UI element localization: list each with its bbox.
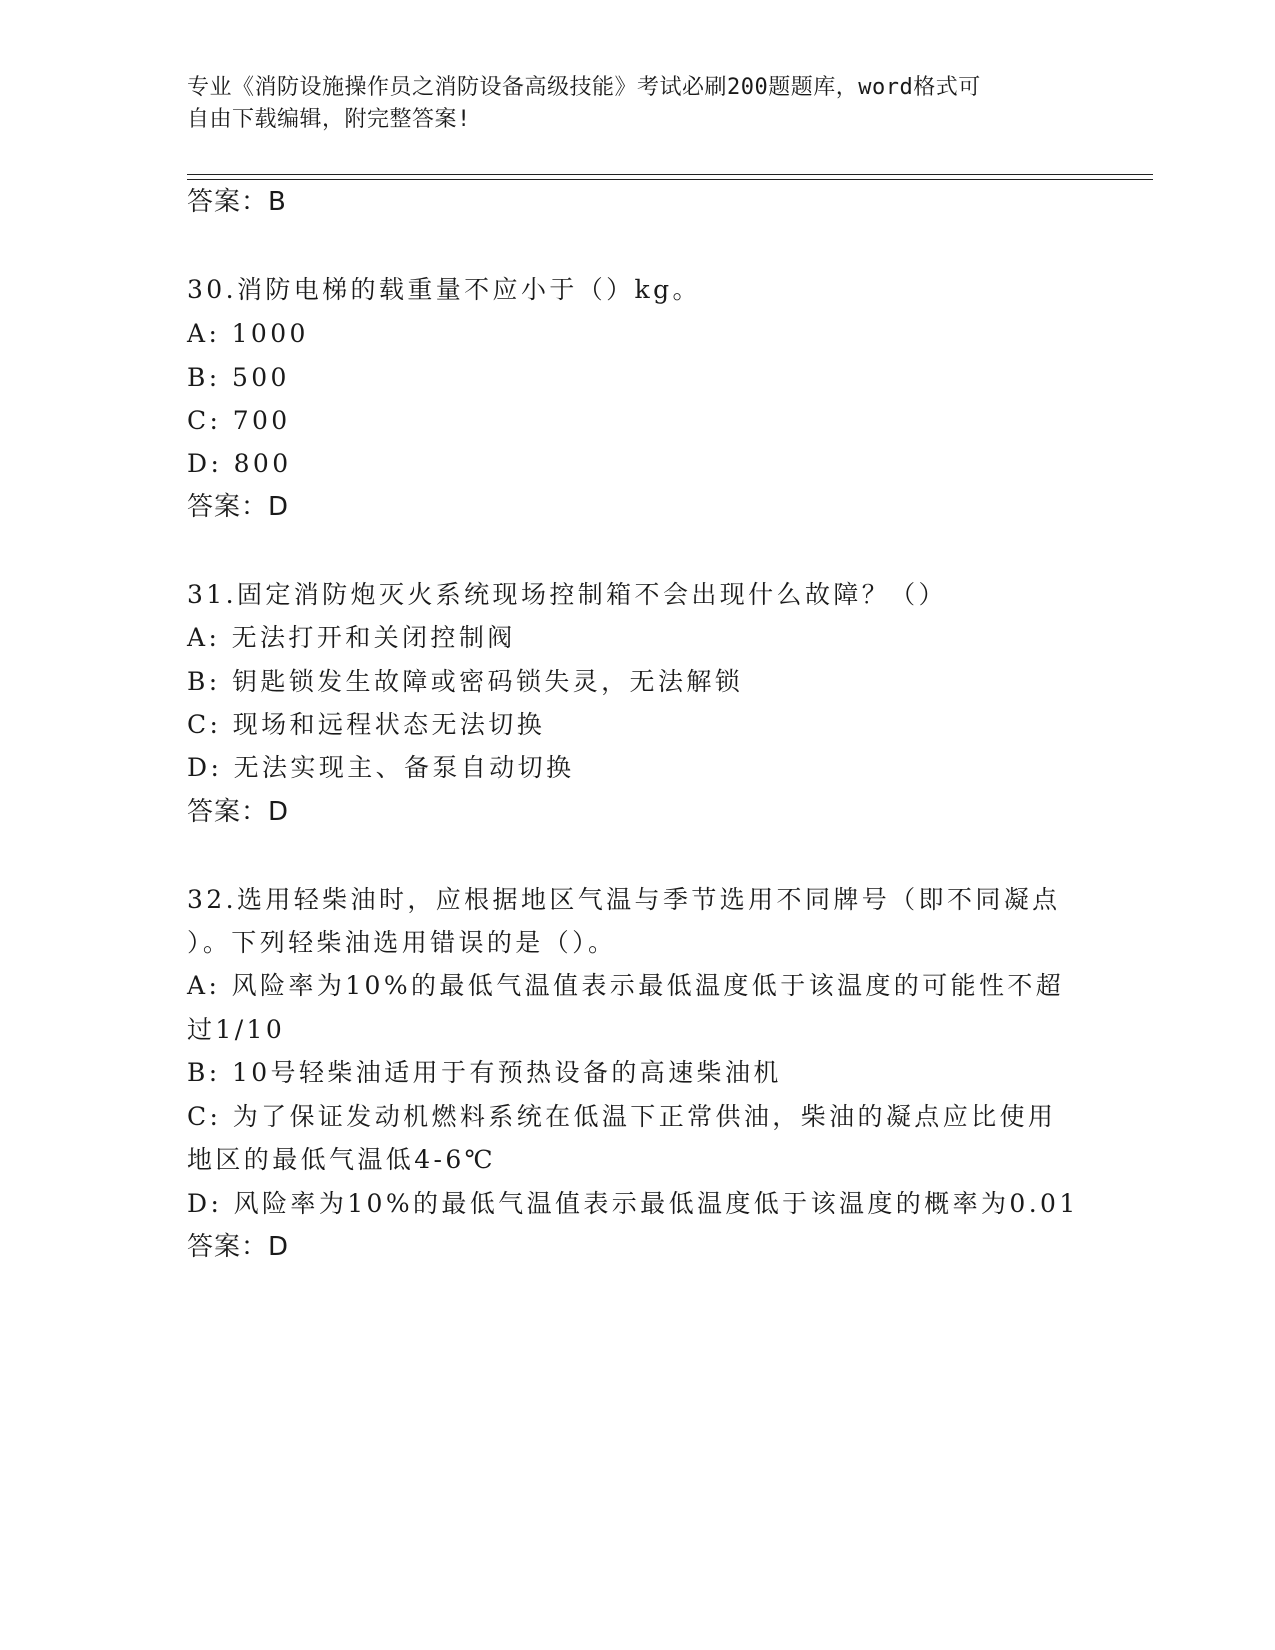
option-a: A: 无法打开和关闭控制阀	[187, 623, 516, 652]
question-stem-continued: ）。下列轻柴油选用错误的是（）。	[187, 928, 617, 957]
question-stem: 30.消防电梯的载重量不应小于（）kg。	[187, 275, 701, 304]
header-line-2: 自由下载编辑，附完整答案!	[187, 107, 471, 132]
header-line-1: 专业《消防设施操作员之消防设备高级技能》考试必刷200题题库，word格式可	[187, 75, 981, 100]
answer-line: 答案：D	[187, 492, 290, 522]
option-b: B: 10号轻柴油适用于有预热设备的高速柴油机	[187, 1058, 782, 1087]
question-stem: 32.选用轻柴油时，应根据地区气温与季节选用不同牌号（即不同凝点	[187, 885, 1061, 914]
answer-line: 答案：D	[187, 1232, 290, 1262]
option-a: A: 风险率为10%的最低气温值表示最低温度低于该温度的可能性不超	[187, 971, 1065, 1000]
option-c: C: 700	[187, 406, 291, 435]
option-d: D: 无法实现主、备泵自动切换	[187, 753, 575, 782]
option-a: A: 1000	[187, 319, 309, 348]
option-c-continued: 地区的最低气温低4-6℃	[187, 1145, 497, 1174]
option-c: C: 为了保证发动机燃料系统在低温下正常供油，柴油的凝点应比使用	[187, 1102, 1057, 1131]
question-stem: 31.固定消防炮灭火系统现场控制箱不会出现什么故障？（）	[187, 580, 947, 609]
option-b: B: 500	[187, 363, 290, 392]
answer-line: 答案：B	[187, 187, 287, 217]
answer-line: 答案：D	[187, 797, 290, 827]
header-divider-bottom	[187, 179, 1153, 180]
header-divider-top	[187, 174, 1153, 175]
option-b: B: 钥匙锁发生故障或密码锁失灵，无法解锁	[187, 667, 744, 696]
option-d: D: 风险率为10%的最低气温值表示最低温度低于该温度的概率为0.01	[187, 1189, 1079, 1218]
option-c: C: 现场和远程状态无法切换	[187, 710, 546, 739]
option-d: D: 800	[187, 449, 292, 478]
option-a-continued: 过1/10	[187, 1015, 286, 1044]
